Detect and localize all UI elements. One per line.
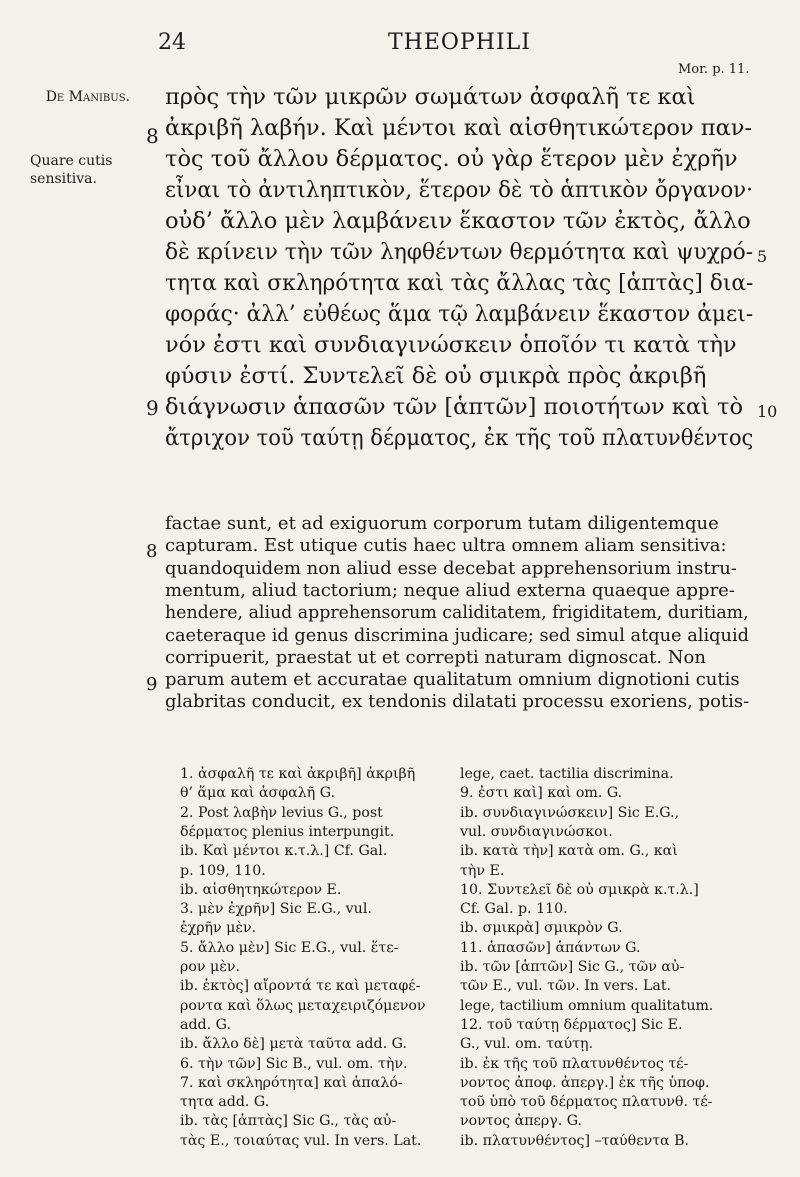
greek-line: διάγνωσιν ἁπασῶν τῶν [ἁπτῶν] ποιοτήτων καὶ τὸ <box>165 394 744 420</box>
greek-line: εἶναι τὸ ἀντιληπτικὸν, ἕτερον δὲ τὸ ἁπτικὸν ὄργανον· <box>165 177 753 203</box>
page-number: 24 <box>158 30 186 55</box>
footnote-line: ib. σμικρὰ] σμικρὸν G. <box>460 920 623 937</box>
footnote-line: 5. ἄλλο μὲν] Sic E.G., vul. ἕτε- <box>180 939 399 956</box>
greek-line: ἄτριχον τοῦ ταύτῃ δέρματος, ἐκ τῆς τοῦ πλατυνθέντος <box>165 425 754 451</box>
footnote-line: τὰς E., τοιαύτας vul. In vers. Lat. <box>180 1132 422 1149</box>
footnote-line: τητα add. G. <box>180 1094 270 1111</box>
footnote-line: ρον μὲν. <box>180 959 240 975</box>
latin-line: mentum, aliud tactorium; neque aliud externa quaeque appre- <box>165 579 735 601</box>
footnote-line: 2. Post λαβὴν levius G., post <box>180 804 383 821</box>
footnote-line: 3. μὲν ἐχρῆν] Sic E.G., vul. <box>180 901 372 918</box>
latin-line: factae sunt, et ad exiguorum corporum tutam diligentemque <box>165 513 719 534</box>
footnote-line: ib. τῶν [ἁπτῶν] Sic G., τῶν αὐ- <box>460 959 685 975</box>
footnote-line: ib. τὰς [ἁπτὰς] Sic G., τὰς αὐ- <box>180 1113 397 1130</box>
footnote-line: vul. συνδιαγινώσκοι. <box>460 823 613 840</box>
greek-line-number-10: 10 <box>757 402 778 421</box>
running-head: THEOPHILI <box>388 30 531 55</box>
latin-line: quandoquidem non aliud esse decebat apprehensorium instru- <box>165 557 737 579</box>
footnote-line: ib. ἄλλο δὲ] μετὰ ταῦτα add. G. <box>180 1036 407 1053</box>
latin-line: caeteraque id genus discrimina judicare; sed simul atque aliquid <box>165 624 750 646</box>
footnote-line: δέρματος plenius interpungit. <box>180 823 395 840</box>
greek-line: οὐδ’ ἄλλο μὲν λαμβάνειν ἕκαστον τῶν ἐκτὸς, ἄλλο <box>165 208 751 234</box>
footnote-line: Cf. Gal. p. 110. <box>460 901 568 918</box>
side-title: De Manibus. <box>45 89 130 105</box>
footnote-line: ib. αἰσθητηκώτερον E. <box>180 881 342 898</box>
footnote-line: lege, tactilium omnium qualitatum. <box>460 997 714 1014</box>
footnote-line: p. 109, 110. <box>180 862 266 879</box>
footnote-line: add. G. <box>180 1016 231 1033</box>
greek-line: τὸς τοῦ ἄλλου δέρματος. οὐ γὰρ ἕτερον μὲν ἐχρῆν <box>165 146 738 172</box>
latin-line-number-8: 8 <box>146 541 158 562</box>
latin-line: parum autem et accuratae qualitatum omnium dignotioni cutis <box>165 669 740 691</box>
footnote-line: 11. ἁπασῶν] ἁπάντων G. <box>460 939 641 956</box>
greek-line: νόν ἐστι καὶ συνδιαγινώσκειν ὁποῖόν τι κατὰ τὴν <box>165 332 737 358</box>
footnote-line: ib. Καὶ μέντοι κ.τ.λ.] Cf. Gal. <box>180 843 388 860</box>
footnote-line: 9. ἐστι καὶ] καὶ om. G. <box>460 785 623 802</box>
greek-line-number-9: 9 <box>146 396 159 420</box>
footnote-line: G., vul. om. ταύτῃ. <box>460 1036 593 1053</box>
footnote-line: ib. ἐκτὸς] αἴροντά τε καὶ μεταφέ- <box>180 978 421 995</box>
greek-line: πρὸς τὴν τῶν μικρῶν σωμάτων ἀσφαλῆ τε καὶ <box>165 84 696 110</box>
footnote-line: ib. πλατυνθέντος] –ταύθεντα B. <box>460 1132 690 1149</box>
footnote-line: θ’ ἅμα καὶ ἀσφαλῆ G. <box>180 785 336 802</box>
greek-line: τητα καὶ σκληρότητα καὶ τὰς ἄλλας τὰς [ἁπτὰς] δια- <box>165 270 754 296</box>
footnote-line: ib. κατὰ τὴν] κατὰ om. G., καὶ <box>460 843 678 860</box>
side-note: Quare cutis sensitiva. <box>30 153 113 187</box>
footnote-line: ἐχρῆν μὲν. <box>180 920 257 937</box>
footnote-line: 12. τοῦ ταύτῃ δέρματος] Sic E. <box>460 1016 683 1033</box>
greek-line-number-5: 5 <box>757 247 768 266</box>
footnote-line: τοῦ ὑπὸ τοῦ δέρματος πλατυνθ. τέ- <box>460 1094 713 1111</box>
top-reference: Mor. p. 11. <box>678 62 750 77</box>
footnote-line: 1. ἀσφαλῆ τε καὶ ἀκριβῆ] ἀκριβῆ <box>180 766 416 782</box>
footnote-line: νοντος ἀποφ. ἀπεργ.] ἐκ τῆς ὑποφ. <box>460 1074 710 1091</box>
greek-line: ἀκριβῆ λαβήν. Καὶ μέντοι καὶ αἰσθητικώτερον παν- <box>165 115 753 141</box>
latin-line-number-9: 9 <box>146 674 158 695</box>
footnote-line: ib. ἐκ τῆς τοῦ πλατυνθέντος τέ- <box>460 1055 689 1072</box>
footnote-line: lege, caet. tactilia discrimina. <box>460 766 674 782</box>
greek-line: φύσιν ἐστί. Συντελεῖ δὲ οὐ σμικρὰ πρὸς ἀκριβῆ <box>165 363 707 389</box>
footnote-line: τῶν E., vul. τῶν. In vers. Lat. <box>460 978 672 995</box>
greek-line: δὲ κρίνειν τὴν τῶν ληφθέντων θερμότητα καὶ ψυχρό- <box>165 239 754 265</box>
footnote-line: 6. τὴν τῶν] Sic B., vul. om. τὴν. <box>180 1055 408 1072</box>
footnote-line: νοντος ἀπεργ. G. <box>460 1113 583 1130</box>
latin-line: corripuerit, praestat ut et correpti naturam dignoscat. Non <box>165 646 706 668</box>
latin-line: capturam. Est utique cutis haec ultra omnem aliam sensitiva: <box>165 535 727 557</box>
greek-line: φοράς· ἀλλ’ εὐθέως ἅμα τῷ λαμβάνειν ἕκαστον ἀμει- <box>165 301 754 327</box>
footnote-line: ροντα καὶ ὅλως μεταχειριζόμενον <box>180 997 426 1014</box>
greek-line-number-8: 8 <box>146 124 159 148</box>
latin-line: hendere, aliud apprehensorum caliditatem, frigiditatem, duritiam, <box>165 602 749 624</box>
latin-line: glabritas conducit, ex tendonis dilatati processu exoriens, potis- <box>165 691 750 713</box>
footnote-line: 7. καὶ σκληρότητα] καὶ ἁπαλό- <box>180 1074 403 1091</box>
footnote-line: τὴν E. <box>460 862 505 879</box>
footnote-line: ib. συνδιαγινώσκειν] Sic E.G., <box>460 804 680 821</box>
footnote-line: 10. Συντελεῖ δὲ οὐ σμικρὰ κ.τ.λ.] <box>460 881 699 898</box>
